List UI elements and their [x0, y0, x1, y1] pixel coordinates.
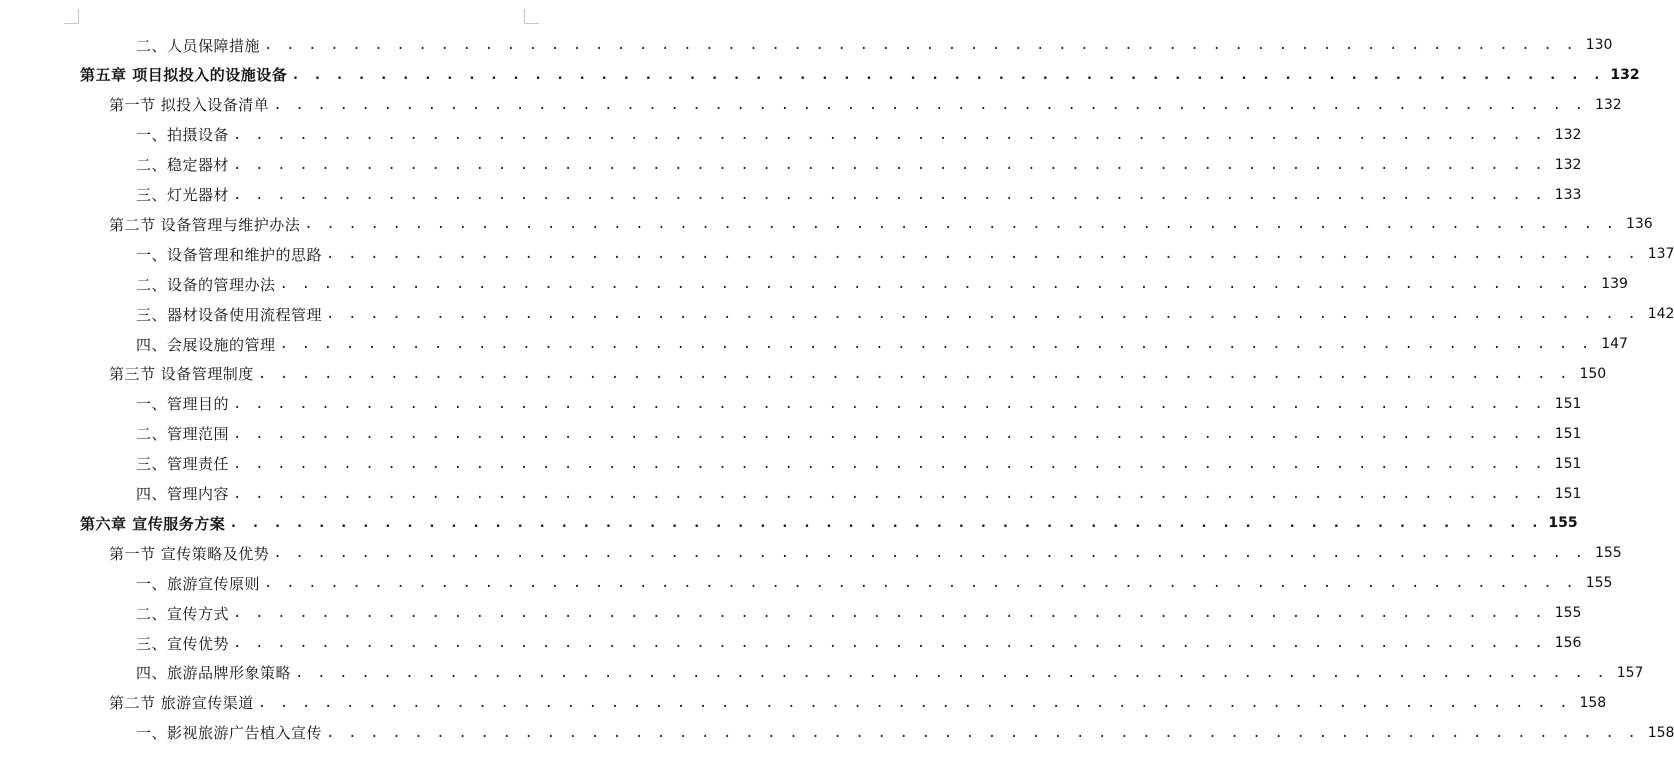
toc-subsection-entry[interactable]	[0, 389, 1582, 419]
toc-entry-title: 二、管理范围	[136, 425, 230, 444]
crop-mark-top-left	[64, 9, 79, 24]
toc-page-number: 155	[1594, 545, 1622, 562]
toc-page-number: 155	[1585, 575, 1613, 592]
toc-page-number: 150	[1579, 365, 1607, 382]
toc-page-number: 137	[1647, 246, 1674, 263]
dot-leader: . . . . . . . . . . . . . . . . . . . . . . . . . . . . . . . . . . . . . . . . . . . . . . . . . . . . . . . . . . . .	[233, 156, 1546, 173]
toc-entry-title: 一、拍摄设备	[136, 126, 230, 145]
toc-section-entry[interactable]	[0, 688, 1607, 718]
toc-entry-title: 第二节 设备管理与维护办法	[109, 215, 301, 234]
toc-entry-title: 四、会展设施的管理	[136, 335, 276, 354]
toc-page-number: 158	[1647, 724, 1674, 741]
toc-subsection-entry[interactable]	[0, 269, 1628, 299]
toc-section-entry[interactable]	[0, 359, 1607, 389]
toc-section-entry[interactable]	[0, 90, 1622, 120]
toc-page-number: 136	[1625, 216, 1653, 233]
dot-leader: . . . . . . . . . . . . . . . . . . . . . . . . . . . . . . . . . . . . . . . . . . . . . . . . . . . . . . . . . . . .	[326, 306, 1639, 323]
toc-entry-title: 三、管理责任	[136, 455, 230, 474]
dot-leader: . . . . . . . . . . . . . . . . . . . . . . . . . . . . . . . . . . . . . . . . . . . . . . . . . . . . . . . . . . . .	[233, 425, 1546, 442]
dot-leader: . . . . . . . . . . . . . . . . . . . . . . . . . . . . . . . . . . . . . . . . . . . . . . . . . . . . . . . . . . . .	[233, 485, 1546, 502]
toc-entry-title: 一、影视旅游广告植入宣传	[136, 724, 323, 743]
toc-subsection-entry[interactable]	[0, 449, 1582, 479]
dot-leader: . . . . . . . . . . . . . . . . . . . . . . . . . . . . . . . . . . . . . . . . . . . . . . . . . . . . . . . . . . . .	[279, 336, 1592, 352]
crop-mark-top-right	[524, 9, 539, 24]
dot-leader: . . . . . . . . . . . . . . . . . . . . . . . . . . . . . . . . . . . . . . . . . . . . . . . . . . . . . . . . . . . .	[233, 126, 1546, 143]
dot-leader: . . . . . . . . . . . . . . . . . . . . . . . . . . . . . . . . . . . . . . . . . . . . . . . . . . . . . . . . . . . .	[233, 605, 1546, 622]
toc-subsection-entry[interactable]	[0, 239, 1674, 269]
toc-subsection-entry[interactable]	[0, 598, 1582, 628]
toc-page-number: 139	[1601, 276, 1628, 293]
dot-leader: . . . . . . . . . . . . . . . . . . . . . . . . . . . . . . . . . . . . . . . . . . . . . . . . . . . . . . . . . . . .	[273, 96, 1586, 113]
toc-subsection-entry[interactable]	[0, 299, 1674, 329]
toc-subsection-entry[interactable]	[0, 150, 1582, 180]
toc-page-number: 132	[1554, 156, 1582, 173]
dot-leader: . . . . . . . . . . . . . . . . . . . . . . . . . . . . . . . . . . . . . . . . . . . . . . . . . . . . . . . . . . . .	[273, 545, 1586, 562]
dot-leader: . . . . . . . . . . . . . . . . . . . . . . . . . . . . . . . . . . . . . . . . . . . . . . . . . . . . . . . . . . . .	[257, 365, 1571, 382]
dot-leader: . . . . . . . . . . . . . . . . . . . . . . . . . . . . . . . . . . . . . . . . . . . . . . . . . . . . . . . . . . . .	[264, 37, 1577, 53]
toc-entry-title: 三、器材设备使用流程管理	[136, 305, 323, 324]
toc-page-number: 151	[1554, 395, 1582, 412]
dot-leader: . . . . . . . . . . . . . . . . . . . . . . . . . . . . . . . . . . . . . . . . . . . . . . . . . . . . . . . . . . . .	[229, 515, 1542, 532]
dot-leader: . . . . . . . . . . . . . . . . . . . . . . . . . . . . . . . . . . . . . . . . . . . . . . . . . . . . . . . . . . . .	[326, 246, 1639, 263]
toc-page-number: 142	[1647, 306, 1674, 323]
dot-leader: . . . . . . . . . . . . . . . . . . . . . . . . . . . . . . . . . . . . . . . . . . . . . . . . . . . . . . . . . . . .	[233, 455, 1546, 472]
toc-entry-title: 二、设备的管理办法	[136, 275, 276, 294]
toc-subsection-entry[interactable]	[0, 718, 1674, 748]
toc-entry-title: 四、旅游品牌形象策略	[136, 664, 292, 683]
toc-subsection-entry[interactable]	[0, 568, 1613, 598]
dot-leader: . . . . . . . . . . . . . . . . . . . . . . . . . . . . . . . . . . . . . . . . . . . . . . . . . . . . . . . . . . . .	[326, 724, 1639, 741]
toc-page-number: 151	[1554, 485, 1582, 502]
toc-page-number: 133	[1554, 186, 1582, 203]
toc-page-number: 156	[1554, 635, 1582, 651]
toc-page-number: 132	[1594, 96, 1622, 113]
dot-leader: . . . . . . . . . . . . . . . . . . . . . . . . . . . . . . . . . . . . . . . . . . . . . . . . . . . . . . . . . . . .	[257, 694, 1571, 711]
toc-page-number: 151	[1554, 455, 1582, 472]
toc-entry-title: 第二节 旅游宣传渠道	[109, 694, 254, 713]
dot-leader: . . . . . . . . . . . . . . . . . . . . . . . . . . . . . . . . . . . . . . . . . . . . . . . . . . . . . . . . . . . .	[264, 575, 1577, 592]
toc-entry-title: 一、旅游宣传原则	[136, 574, 261, 593]
toc-subsection-entry[interactable]	[0, 419, 1582, 449]
toc-entry-title: 一、设备管理和维护的思路	[136, 245, 323, 264]
toc-subsection-entry[interactable]	[0, 120, 1582, 150]
dot-leader: . . . . . . . . . . . . . . . . . . . . . . . . . . . . . . . . . . . . . . . . . . . . . . . . . . . . . . . . . . . .	[233, 395, 1546, 412]
toc-chapter-entry[interactable]	[0, 60, 1640, 90]
toc-entry-title: 第一节 拟投入设备清单	[109, 96, 270, 115]
dot-leader: . . . . . . . . . . . . . . . . . . . . . . . . . . . . . . . . . . . . . . . . . . . . . . . . . . . . . . . . . . . .	[295, 664, 1608, 681]
toc-section-entry[interactable]	[0, 538, 1622, 568]
toc-page-number: 132	[1554, 126, 1582, 143]
toc-chapter-entry[interactable]	[0, 508, 1578, 538]
dot-leader: . . . . . . . . . . . . . . . . . . . . . . . . . . . . . . . . . . . . . . . . . . . . . . . . . . . . . . . . . . . .	[233, 635, 1546, 651]
toc-page-number: 130	[1585, 37, 1613, 53]
toc-subsection-entry[interactable]	[0, 628, 1582, 658]
toc-page-number: 151	[1554, 425, 1582, 442]
toc-subsection-entry[interactable]	[0, 329, 1628, 359]
toc-entry-title: 第三节 设备管理制度	[109, 365, 254, 384]
toc-page-number: 147	[1601, 336, 1628, 352]
toc-entry-title: 三、宣传优势	[136, 634, 230, 653]
dot-leader: . . . . . . . . . . . . . . . . . . . . . . . . . . . . . . . . . . . . . . . . . . . . . . . . . . . . . . . . . . . .	[304, 216, 1617, 233]
toc-entry-title: 二、宣传方式	[136, 604, 230, 623]
toc-entry-title: 二、稳定器材	[136, 156, 230, 175]
toc-entry-title: 二、人员保障措施	[136, 36, 261, 55]
toc-subsection-entry[interactable]	[0, 30, 1613, 60]
toc-entry-title: 第一节 宣传策略及优势	[109, 544, 270, 563]
toc-entry-title: 一、管理目的	[136, 395, 230, 414]
toc-page-number: 155	[1548, 515, 1578, 532]
toc-subsection-entry[interactable]	[0, 180, 1582, 210]
toc-section-entry[interactable]	[0, 209, 1653, 239]
toc-subsection-entry[interactable]	[0, 479, 1582, 509]
toc-page-number: 158	[1579, 694, 1607, 711]
toc-page-number: 155	[1554, 605, 1582, 622]
dot-leader: . . . . . . . . . . . . . . . . . . . . . . . . . . . . . . . . . . . . . . . . . . . . . . . . . . . . . . . . . . . .	[233, 186, 1546, 203]
toc-page-number: 157	[1616, 664, 1644, 681]
toc-entry-title: 第六章 宣传服务方案	[80, 514, 226, 533]
toc-entry-title: 四、管理内容	[136, 485, 230, 503]
dot-leader: . . . . . . . . . . . . . . . . . . . . . . . . . . . . . . . . . . . . . . . . . . . . . . . . . . . . . . . . . . . .	[291, 66, 1604, 83]
toc-entry-title: 三、灯光器材	[136, 186, 230, 204]
dot-leader: . . . . . . . . . . . . . . . . . . . . . . . . . . . . . . . . . . . . . . . . . . . . . . . . . . . . . . . . . . . .	[279, 276, 1592, 293]
toc-subsection-entry[interactable]	[0, 658, 1644, 688]
toc-entry-title: 第五章 项目拟投入的设施设备	[80, 66, 288, 85]
toc-page-number: 132	[1610, 66, 1640, 83]
